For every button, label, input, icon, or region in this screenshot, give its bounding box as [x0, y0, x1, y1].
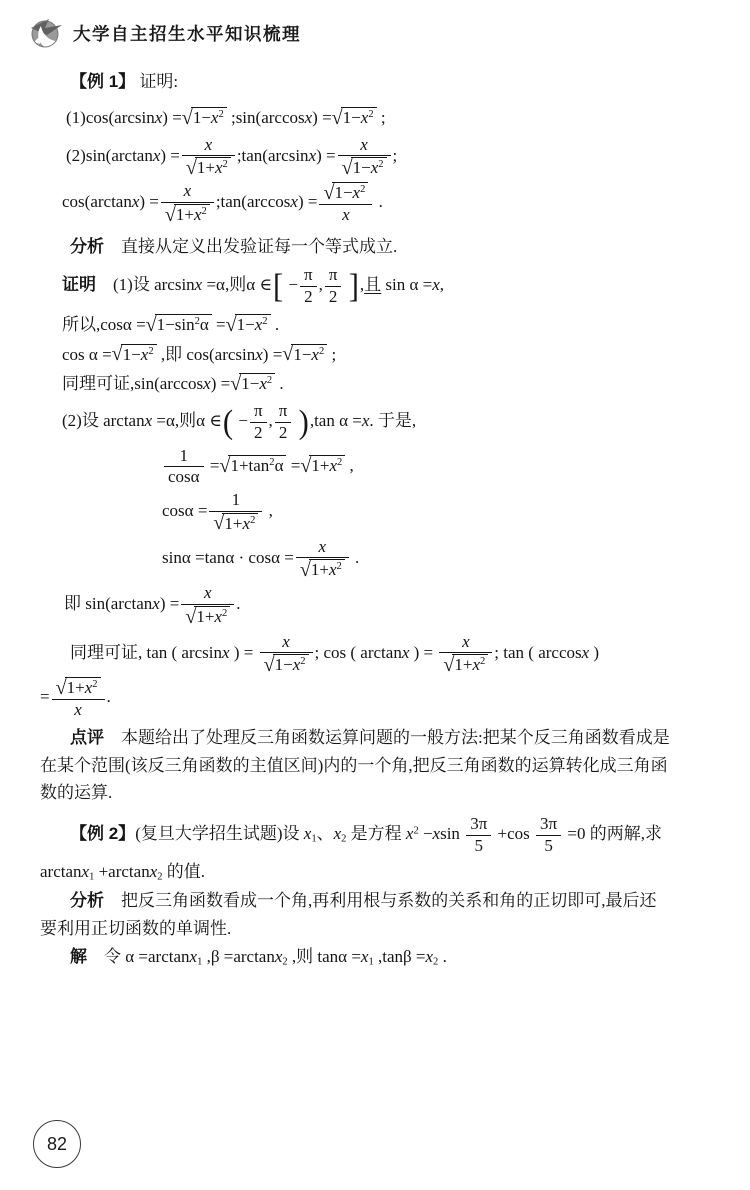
formula-3: cos(arctanx) = $\frac{x}{√1+x^2}$ ;tan(arccosx) = $\frac{√1-x^2}{x}$ . [62, 181, 383, 226]
formula-2: (2)sin(arctanx) = $\frac{x}{√1+x^2}$ ;tan(arcsinx) = $\frac{x}{√1-x^2}$ ; [66, 134, 398, 180]
solution-line-1: 解 令 α =arctanx1 ,β =arctanx2 ,则 tanα =x1 ,tanβ =x2 . [70, 946, 447, 968]
page-header-title: 大学自主招生水平知识梳理 [73, 23, 301, 44]
analysis2-line-1: 分析 把反三角函数看成一个角,再利用根与系数的关系和角的正切即可,最后还 [70, 891, 657, 911]
analysis2-line-2: 要利用正切函数的单调性. [40, 919, 232, 939]
example2-heading: 【例 2】(复旦大学招生试题)设 x1、x2 是方程 $x^2 -xsin$ $\frac{3\pi}{5}$ +cos $\frac{3\pi}{5}$ =0 的两解,求 [70, 814, 662, 855]
proof-line-4: 同理可证$,\sin(\arccos x) =√1-x^2$ . [62, 373, 284, 396]
proof-line-3: $\cos \alpha =√1-x^2$ ,即 $\cos(\arcsin x) =√1-x^2$ ; [62, 343, 337, 366]
proof-line-6: $\frac{1}{\cos\alpha}$ $=√1+\tan^2\alpha =√1+x^2$ , [40, 447, 710, 487]
page-header [0, 0, 750, 50]
comment-line-3: 数的运算. [40, 783, 113, 803]
example2-line-2: arctanx1 +arctanx2 的值. [40, 861, 206, 883]
formula-1: $(1)\cos(\arcsin x) =√1-x^2$ ;sin(arccosx) $=√1-x^2$ ; [66, 106, 386, 129]
content-lines [0, 70, 750, 969]
page-number: 82 [46, 1133, 68, 1154]
bird-emblem-icon [28, 16, 64, 50]
proof-line-8: sinα =tanα · cosα = $\frac{x}{√1+x^2}$ . [162, 536, 360, 582]
proof-line-7: cosα = $\frac{1}{√1+x^2}$ , [162, 490, 273, 535]
proof-line-5: (2)设 arctanx =α,则α ∈( − $\frac{\pi}{2}$ , $\frac{\pi}{2}$ ),tan α =x. 于是, [62, 401, 417, 442]
analysis-1: 分析 直接从定义出发验证每一个等式成立. [70, 236, 398, 256]
proof-line-10: 同理可证, tan ( arcsinx ) = $\frac{x}{√1-x^2}$ ; cos ( arctanx ) = $\frac{x}{√1+x^2}$ ; tan ( arccosx ) [70, 631, 600, 677]
proof-line-1: 证明 (1)设 arcsinx =α,则α ∈[ − $\frac{\pi}{2}$ , $\frac{\pi}{2}$ ],且 sin α =x, [62, 265, 445, 307]
proof-line-2: 所以$,\cos\alpha =√1-\sin^2\alpha =√1-x^2$ . [62, 313, 280, 336]
example1-heading: 【例 1】 证明: [70, 72, 179, 91]
proof-line-11: = $\frac{√1+x^2}{x}$ . [40, 676, 111, 720]
proof-line-9: 即 sin(arctanx) = $\frac{x}{√1+x^2}$ . [64, 583, 241, 628]
page-number-badge [33, 1120, 81, 1168]
comment-line-2: 在某个范围(该反三角函数的主值区间)内的一个角,把反三角函数的运算转化成三角函 [40, 755, 668, 775]
comment-line-1: 点评 本题给出了处理反三角函数运算问题的一般方法:把某个反三角函数看成是 [70, 727, 670, 747]
